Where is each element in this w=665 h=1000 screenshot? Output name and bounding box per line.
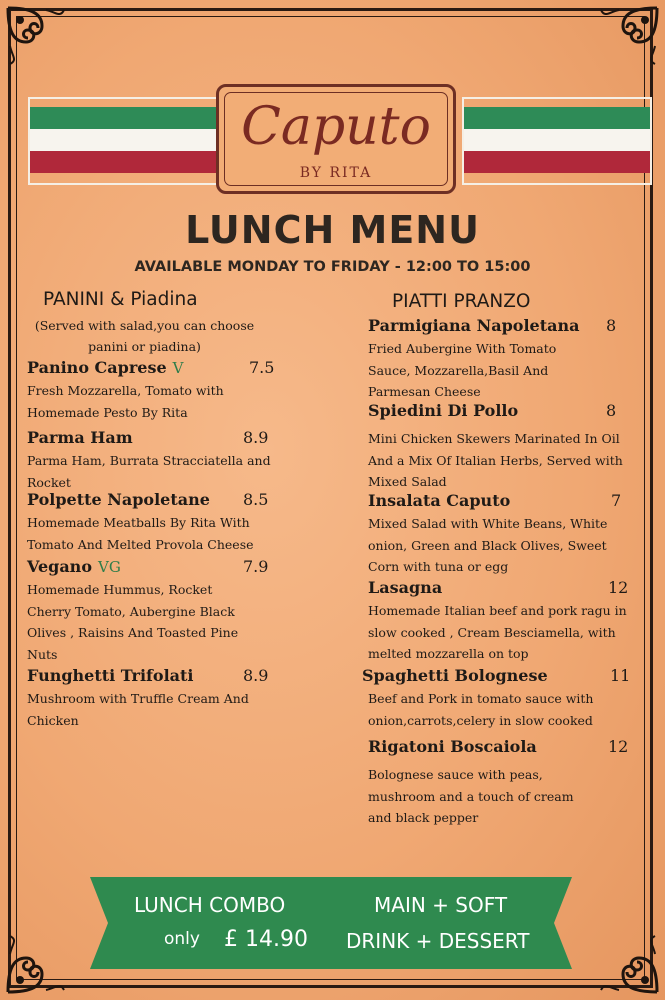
item-price: 11: [610, 666, 631, 685]
ornament-bottom-left-icon: [2, 928, 72, 998]
caputo-logo: [216, 84, 456, 194]
combo-price: £ 14.90: [224, 927, 308, 952]
item-name: Lasagna: [368, 578, 443, 597]
italian-flag-left-icon: [28, 97, 218, 185]
item-price: 8.5: [243, 490, 269, 509]
item-price: 7: [611, 491, 622, 510]
ornament-top-left-icon: [2, 2, 72, 72]
item-description: Beef and Pork in tomato sauce with onion,carrots,celery in slow cooked: [368, 691, 594, 728]
item-description: Parma Ham, Burrata Stracciatella and Rocket: [27, 453, 271, 490]
logo-subtitle: BY RITA: [299, 165, 373, 181]
item-description: Mushroom with Truffle Cream And Chicken: [27, 691, 249, 728]
item-description: Mixed Salad with White Beans, White onion, Green and Black Olives, Sweet Corn with tuna or egg: [368, 516, 608, 574]
panini-note: (Served with salad,you can choose panini or piadina): [34, 318, 255, 354]
menu-item-lasagna: [368, 578, 648, 665]
menu-item-spaghetti-bolognese: [362, 666, 648, 731]
ornament-bottom-right-icon: [593, 928, 663, 998]
item-name: Parma Ham: [27, 428, 133, 447]
item-description: Homemade Meatballs By Rita With Tomato And Melted Provola Cheese: [27, 515, 254, 552]
item-description: Bolognese sauce with peas, mushroom and a touch of cream and black pepper: [368, 767, 574, 825]
menu-item-funghetti-trifolati: [27, 666, 277, 731]
item-price: 7.9: [243, 557, 269, 576]
item-description: Mini Chicken Skewers Marinated In Oil And a Mix Of Italian Herbs, Served with Mixed Salad: [368, 431, 623, 489]
combo-label: LUNCH COMBO: [134, 893, 286, 917]
item-price: 8: [606, 401, 617, 420]
item-name: Rigatoni Boscaiola: [368, 737, 537, 756]
item-name: Funghetti Trifolati: [27, 666, 194, 685]
italian-flag-right-icon: [462, 97, 652, 185]
item-name: Polpette Napoletane: [27, 490, 210, 509]
menu-item-insalata-caputo: [368, 491, 648, 578]
item-name: Parmigiana Napoletana: [368, 316, 580, 335]
menu-item-parma-ham: [27, 428, 277, 493]
menu-title: LUNCH MENU: [185, 208, 480, 252]
item-price: 8.9: [243, 666, 269, 685]
combo-line-1: MAIN + SOFT: [374, 893, 508, 917]
only-label: only: [164, 929, 200, 949]
item-description: Homemade Italian beef and pork ragu in slow cooked , Cream Besciamella, with melted mozzarella on top: [368, 603, 627, 661]
item-price: 8.9: [243, 428, 269, 447]
item-name: Spiedini Di Pollo: [368, 401, 519, 420]
item-price: 7.5: [249, 358, 275, 377]
logo-name: Caputo: [241, 97, 431, 157]
menu-item-polpette-napoletane: [27, 490, 277, 555]
availability-subtitle: AVAILABLE MONDAY TO FRIDAY - 12:00 TO 15:00: [134, 259, 531, 275]
menu-item-rigatoni-boscaiola: [368, 737, 648, 829]
banner-ribbon-icon: [90, 877, 572, 969]
menu-item-spiedini-di-pollo: [368, 401, 648, 493]
item-description: Fresh Mozzarella, Tomato with Homemade Pesto By Rita: [27, 383, 224, 420]
item-name: Insalata Caputo: [368, 491, 511, 510]
item-description: Fried Aubergine With Tomato Sauce, Mozzarella,Basil And Parmesan Cheese: [368, 341, 557, 399]
menu-item-panino-caprese: [27, 358, 277, 423]
item-name: Spaghetti Bolognese: [362, 666, 548, 685]
vegetarian-badge: V: [172, 359, 184, 377]
item-price: 8: [606, 316, 617, 335]
vegan-badge: VG: [97, 558, 121, 576]
item-name: Vegano: [27, 557, 92, 576]
menu-item-parmigiana-napoletana: [368, 316, 648, 403]
item-description: Homemade Hummus, Rocket Cherry Tomato, Aubergine Black Olives , Raisins And Toasted Pine Nuts: [27, 582, 239, 662]
combo-line-2: DRINK + DESSERT: [346, 929, 530, 953]
piatti-section-title: PIATTI PRANZO: [392, 291, 531, 312]
lunch-combo-banner: [90, 877, 572, 969]
panini-section-title: PANINI & Piadina: [43, 289, 198, 310]
ornament-top-right-icon: [593, 2, 663, 72]
item-price: 12: [608, 578, 629, 597]
menu-item-vegano: [27, 557, 277, 665]
item-name: Panino Caprese: [27, 358, 167, 377]
item-price: 12: [608, 737, 629, 756]
